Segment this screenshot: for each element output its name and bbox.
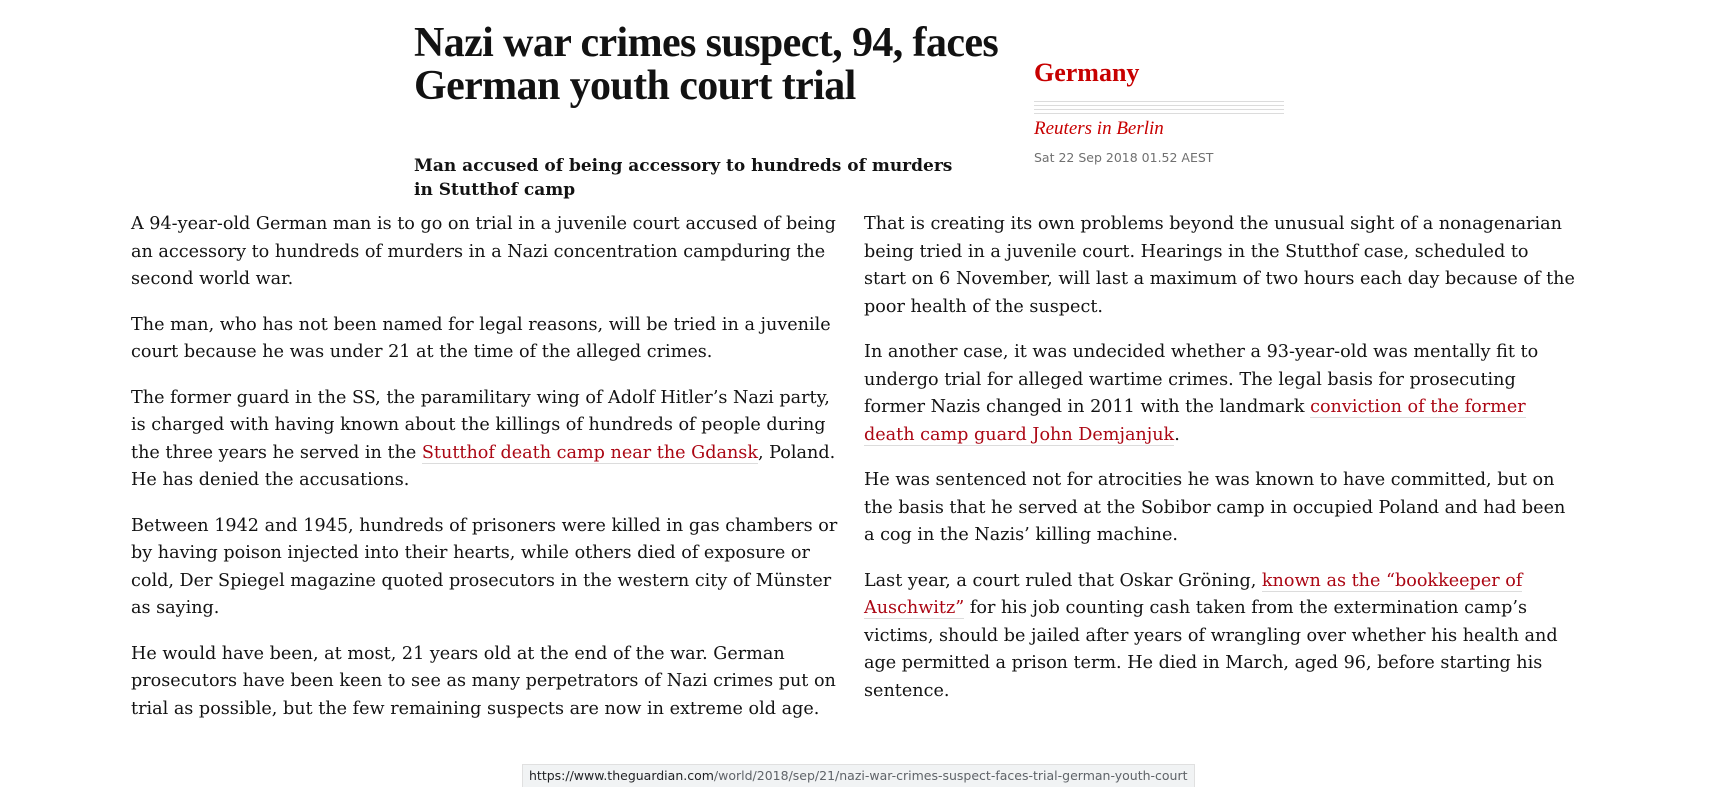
body-paragraph: He was sentenced not for atrocities he was known to have committed, but on the basis that he served at the Sobibor camp in occupied Poland and had been a cog in the Nazis’ killing machine. <box>864 470 1566 545</box>
section-link-germany[interactable]: Germany <box>1034 58 1140 87</box>
status-bar-url <box>522 764 1195 787</box>
demjanjuk-conviction-link[interactable]: conviction of the former death camp guard John Demjanjuk <box>864 397 1526 445</box>
body-paragraph: A 94-year-old German man is to go on trial in a juvenile court accused of being an accessory to hundreds of murders in a Nazi concentration campduring the second world war. <box>131 214 836 289</box>
paragraph-text: . <box>1174 424 1180 445</box>
url-path: /world/2018/sep/21/nazi-war-crimes-suspect-faces-trial-german-youth-court <box>713 768 1188 783</box>
paragraph-text: , Poland. He has denied the accusations. <box>131 442 836 490</box>
body-paragraph: The man, who has not been named for legal reasons, will be tried in a juvenile court because he was under 21 at the time of the alleged crimes. <box>131 314 831 362</box>
paragraph-text: The former guard in the SS, the paramilitary wing of Adolf Hitler’s Nazi party, is charged with having known about the killings of hundreds of people during the three years he served in the <box>131 387 830 463</box>
article-standfirst: Man accused of being accessory to hundreds of murders in Stutthof camp <box>414 156 953 200</box>
body-paragraph: That is creating its own problems beyond the unusual sight of a nonagenarian being tried in a juvenile court. Hearings in the Stutthof case, scheduled to start on 6 November, will last a maximum of two hours each day because of the poor health of the suspect. <box>864 214 1575 317</box>
article-body-right-column <box>864 211 1576 723</box>
paragraph-text: Last year, a court ruled that Oskar Gröning, <box>864 570 1262 591</box>
publish-date: Sat 22 Sep 2018 01.52 AEST <box>1034 150 1214 165</box>
stutthof-camp-link[interactable]: Stutthof death camp near the Gdansk <box>421 442 758 463</box>
paragraph-text: for his job counting cash taken from the extermination camp’s victims, should be jailed after years of wrangling over whether his health and age permitted a prison term. He died in March, aged 96, before starting his sentence. <box>864 598 1558 701</box>
url-host: https://www.theguardian.com <box>529 768 714 783</box>
byline-divider <box>1034 101 1284 117</box>
body-paragraph: Between 1942 and 1945, hundreds of prisoners were killed in gas chambers or by having poison injected into their hearts, while others died of exposure or cold, Der Spiegel magazine quoted prosecutors in the western city of Münster as saying. <box>131 515 838 618</box>
byline-link[interactable]: Reuters in Berlin <box>1034 118 1164 139</box>
body-paragraph: He would have been, at most, 21 years old at the end of the war. German prosecutors have been keen to see as many perpetrators of Nazi crimes put on trial as possible, but the few remaining suspects are now in extreme old age. <box>131 643 836 719</box>
body-paragraph <box>864 568 1576 706</box>
article-body-left-column <box>131 211 843 741</box>
auschwitz-bookkeeper-link[interactable]: known as the “bookkeeper of Auschwitz” <box>864 570 1523 618</box>
article-headline: Nazi war crimes suspect, 94, faces German youth court trial <box>414 20 999 109</box>
body-paragraph <box>131 385 843 495</box>
body-paragraph <box>864 339 1576 449</box>
paragraph-text: In another case, it was undecided whether a 93-year-old was mentally fit to undergo trial for alleged wartime crimes. The legal basis for prosecuting former Nazis changed in 2011 with the landmark <box>864 342 1539 417</box>
